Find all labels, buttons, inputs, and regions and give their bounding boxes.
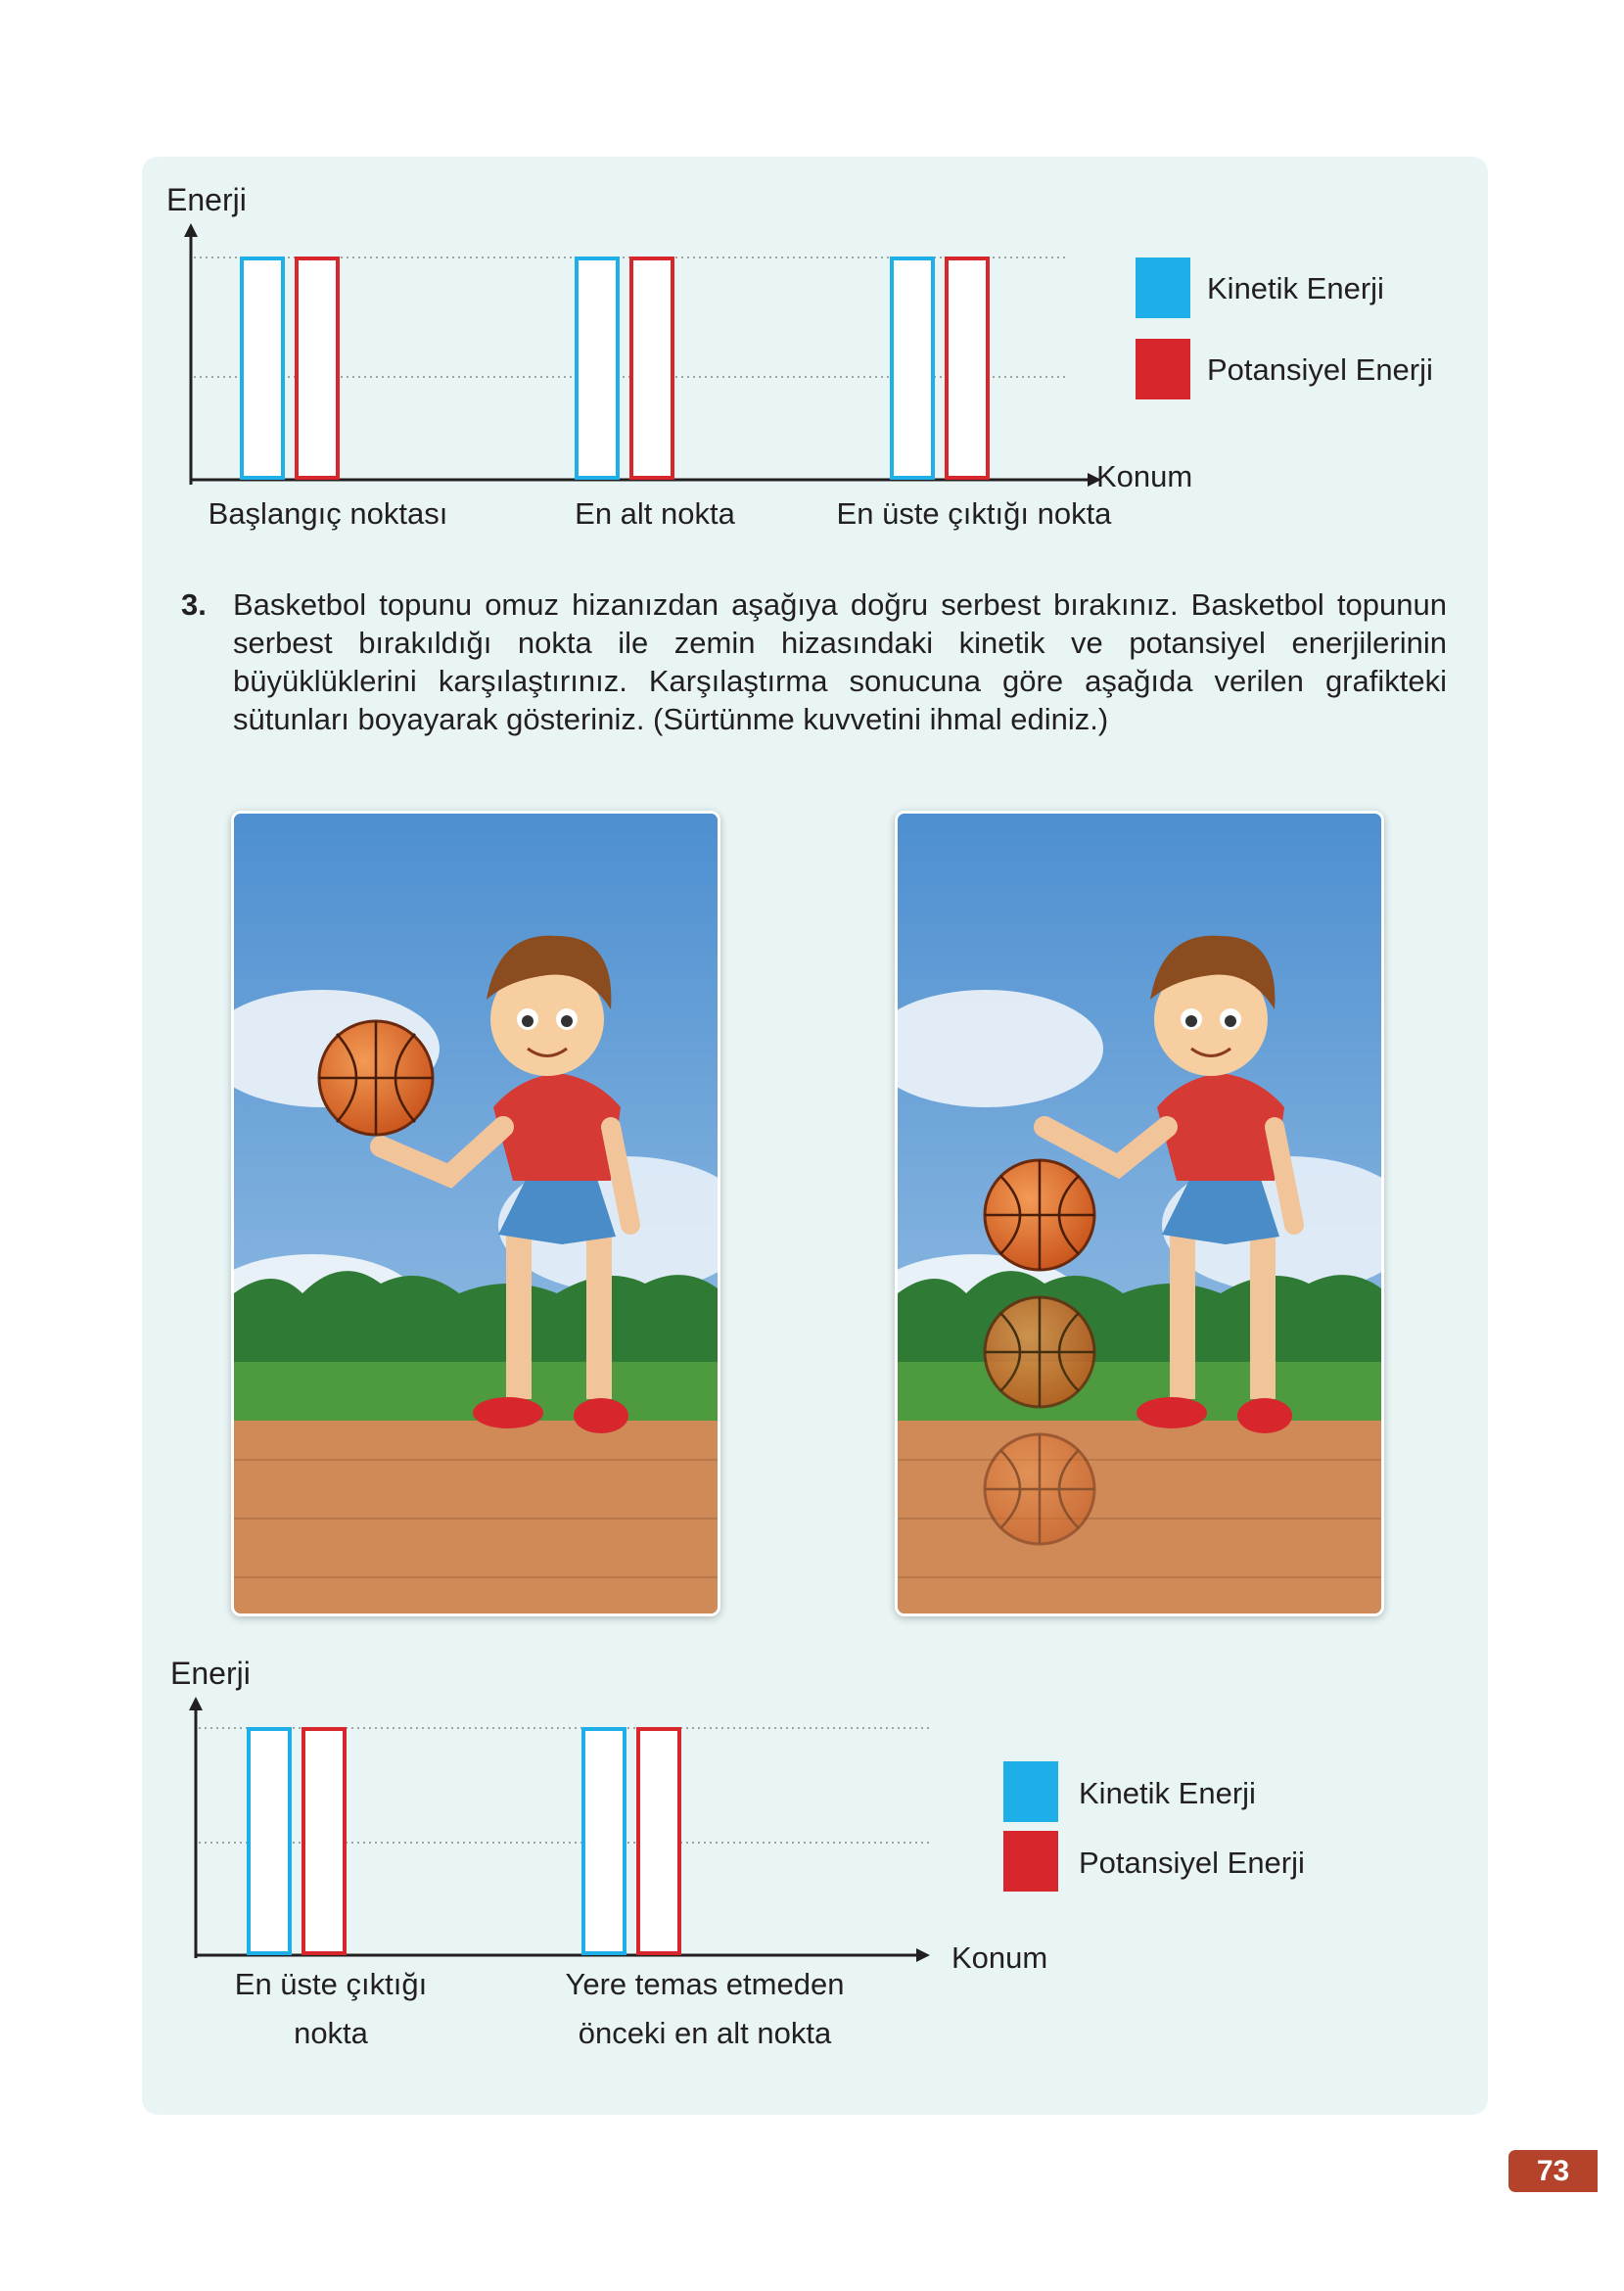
category-label: nokta	[294, 2016, 368, 2050]
boy-holding-basketball-illustration	[231, 811, 720, 1616]
x-axis-arrow	[916, 1948, 930, 1962]
x-axis-label: Konum	[951, 1940, 1048, 1975]
page-number: 73	[1508, 2150, 1598, 2192]
category-label: En üste çıktığı	[234, 1967, 428, 2001]
bar-potential	[631, 258, 673, 478]
bar-kinetic	[249, 1729, 290, 1953]
bar-potential	[303, 1729, 345, 1953]
bar-potential	[638, 1729, 679, 1953]
legend-label-potential: Potansiyel Enerji	[1207, 352, 1433, 387]
y-axis-label: Enerji	[166, 182, 247, 217]
bar-kinetic	[583, 1729, 625, 1953]
y-axis-label: Enerji	[170, 1656, 251, 1691]
x-axis-label: Konum	[1096, 459, 1193, 493]
y-axis-arrow	[189, 1697, 203, 1710]
energy-chart-2	[147, 1650, 1478, 2061]
legend-label-potential: Potansiyel Enerji	[1079, 1846, 1305, 1880]
question-number: 3.	[181, 587, 207, 622]
bar-kinetic	[577, 258, 618, 478]
bar-potential	[947, 258, 988, 478]
legend-label-kinetic: Kinetik Enerji	[1207, 271, 1384, 305]
category-label: En alt nokta	[575, 496, 735, 531]
category-label: önceki en alt nokta	[578, 2016, 832, 2050]
legend-swatch-potential	[1136, 339, 1190, 399]
category-label: Yere temas etmeden	[565, 1967, 845, 2001]
legend-swatch-kinetic	[1136, 257, 1190, 318]
legend-label-kinetic: Kinetik Enerji	[1079, 1776, 1256, 1810]
energy-chart-1	[147, 166, 1478, 538]
bar-potential	[297, 258, 338, 478]
category-label: Başlangıç noktası	[208, 496, 448, 531]
legend-swatch-potential	[1003, 1831, 1058, 1892]
boy-dropping-basketball-illustration	[895, 811, 1384, 1616]
y-axis-arrow	[184, 223, 198, 237]
legend-swatch-kinetic	[1003, 1761, 1058, 1822]
bar-kinetic	[892, 258, 933, 478]
bar-kinetic	[242, 258, 283, 478]
question-text: Basketbol topunu omuz hizanızdan aşağıya doğru serbest bırakınız. Basketbol topunun serbest bırakıldığı nokta ile zemin hizasındaki kinetik ve potansiyel enerjilerinin büyüklüklerini karşılaştırınız. Karşılaştırma sonucuna göre aşağıda verilen grafikteki sütunları boyayarak gösteriniz. (Sürtünme kuvvetini ihmal ediniz.)	[233, 587, 1447, 736]
category-label: En üste çıktığı nokta	[836, 496, 1112, 531]
